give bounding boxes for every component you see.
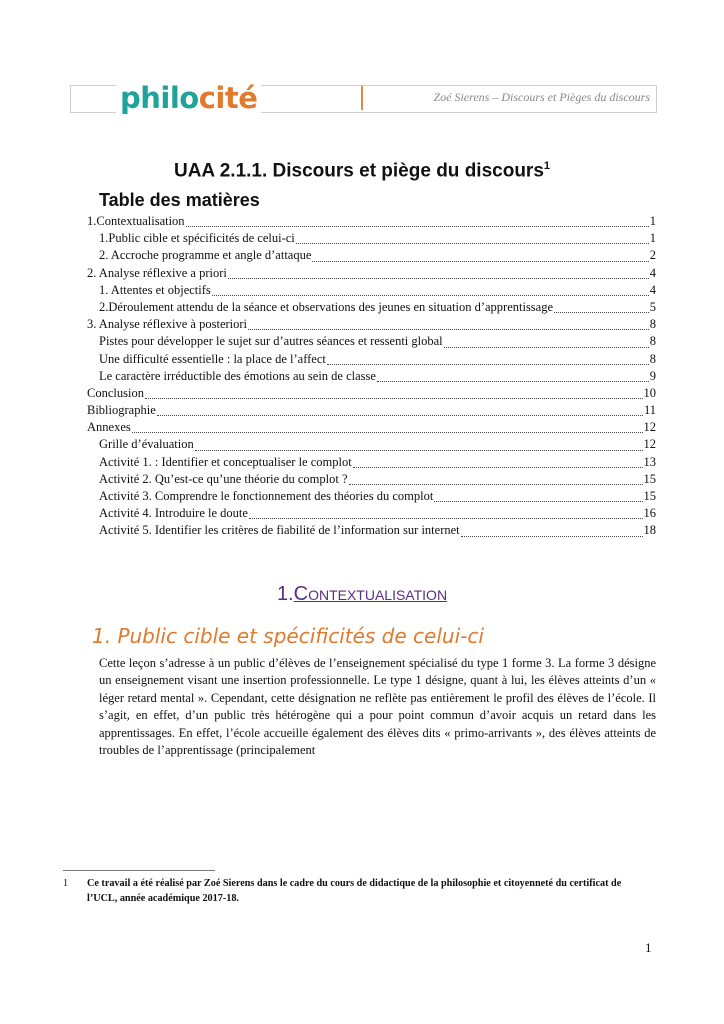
toc-entry-page: 18	[643, 523, 656, 538]
toc-entry[interactable]	[87, 385, 656, 403]
toc-entry[interactable]	[87, 420, 656, 437]
toc-entry[interactable]	[99, 523, 656, 540]
toc-entry-page: 12	[643, 437, 656, 452]
toc-entry-page: 1	[649, 214, 656, 228]
toc-entry-page: 5	[649, 299, 656, 314]
toc-leader-dots	[327, 364, 649, 365]
toc-entry-label: Activité 4. Introduire le doute	[99, 506, 248, 521]
toc-entry-label: Annexes	[87, 420, 131, 435]
toc-entry[interactable]	[99, 248, 656, 265]
footnote-rule	[63, 870, 215, 871]
toc-entry-page: 8	[649, 317, 656, 332]
toc-leader-dots	[349, 484, 643, 485]
toc-leader-dots	[228, 278, 649, 279]
toc-entry-page: 8	[649, 334, 656, 349]
table-of-contents	[87, 214, 656, 541]
toc-entry[interactable]	[99, 455, 656, 472]
toc-entry-label: 1. Attentes et objectifs	[99, 282, 211, 297]
toc-entry[interactable]	[99, 231, 656, 248]
toc-leader-dots	[434, 501, 642, 502]
toc-entry-page: 12	[643, 420, 656, 435]
toc-leader-dots	[212, 295, 649, 296]
footnote	[63, 876, 653, 906]
toc-entry[interactable]	[87, 265, 656, 283]
toc-entry-label: 2.Déroulement attendu de la séance et observations des jeunes en situation d’apprentissage	[99, 299, 554, 314]
toc-entry[interactable]	[99, 300, 656, 317]
toc-leader-dots	[195, 450, 643, 451]
body-paragraph: Cette leçon s’adresse à un public d’élèves de l’enseignement spécialisé du type 1 forme 3. La forme 3 désigne un enseignement visant une insertion professionnelle. Le type 1 désigne, quant à lui, les élèves atteints d’un « léger retard mental ». Cependant, cette désignation ne reflète pas entièrement le profil des élèves de l’école. Il s’agit, en effet, d’un public très hétérogène qui a pour point commun d’avoir acquis un retard dans les apprentissages. En effet, l’école accueille également des élèves dits « primo-arrivants », des élèves atteints de troubles de l’apprentissage (principalement	[99, 656, 656, 758]
toc-entry[interactable]	[99, 334, 656, 351]
toc-leader-dots	[186, 226, 649, 227]
toc-entry-label: Activité 3. Comprendre le fonctionnement des théories du complot	[99, 489, 434, 503]
toc-leader-dots	[296, 243, 649, 244]
toc-entry-label: Conclusion	[87, 385, 144, 400]
toc-leader-dots	[145, 398, 643, 399]
toc-entry-label: Activité 1. : Identifier et conceptualiser le complot	[99, 454, 352, 469]
toc-entry-page: 13	[643, 454, 656, 469]
toc-entry-page: 16	[643, 506, 656, 521]
subsection-heading: 1. Public cible et spécificités de celui-ci	[92, 624, 484, 648]
toc-leader-dots	[377, 381, 649, 382]
document-title	[0, 160, 724, 182]
toc-entry-label: 2. Accroche programme et angle d’attaque	[99, 248, 312, 263]
philocite-logo: philocité	[116, 80, 261, 116]
section-heading: 1.Contextualisation	[276, 583, 448, 605]
toc-entry[interactable]	[99, 489, 656, 506]
toc-leader-dots	[353, 467, 643, 468]
toc-entry-label: 1.Contextualisation	[87, 214, 185, 228]
toc-entry-page: 11	[643, 403, 656, 418]
toc-leader-dots	[554, 312, 649, 313]
toc-entry-page: 10	[643, 385, 656, 400]
toc-entry-label: Grille d’évaluation	[99, 437, 194, 452]
header-separator	[361, 86, 363, 110]
toc-leader-dots	[461, 536, 643, 537]
toc-entry-label: Pistes pour développer le sujet sur d’autres séances et ressenti global	[99, 334, 443, 349]
toc-entry-page: 1	[649, 231, 656, 246]
toc-entry-label: 3. Analyse réflexive à posteriori	[87, 317, 248, 332]
footnote-ref[interactable]: 1	[543, 160, 551, 172]
toc-entry[interactable]	[99, 352, 656, 369]
toc-entry-page: 9	[649, 368, 656, 383]
toc-leader-dots	[249, 518, 643, 519]
toc-entry[interactable]	[87, 214, 656, 231]
toc-entry-label: Le caractère irréductible des émotions au sein de classe	[99, 368, 376, 383]
toc-entry-page: 4	[649, 282, 656, 297]
toc-entry-label: Bibliographie	[87, 403, 156, 418]
footnote-number: 1	[63, 878, 69, 889]
page-number: 1	[645, 940, 652, 955]
toc-entry-label: Une difficulté essentielle : la place de l’affect	[99, 351, 326, 366]
toc-entry-label: Activité 5. Identifier les critères de fiabilité de l’information sur internet	[99, 523, 460, 538]
toc-entry[interactable]	[99, 437, 656, 454]
toc-entry-page: 4	[649, 265, 656, 280]
toc-entry-label: Activité 2. Qu’est-ce qu’une théorie du complot ?	[99, 471, 348, 486]
toc-leader-dots	[444, 347, 649, 348]
toc-entry-page: 8	[649, 351, 656, 366]
toc-entry[interactable]	[99, 506, 656, 523]
document-title-text: UAA 2.1.1. Discours et piège du discours	[173, 160, 544, 182]
toc-leader-dots	[157, 415, 643, 416]
running-title: Zoé Sierens – Discours et Pièges du discours	[433, 90, 650, 104]
toc-entry-label: 1.Public cible et spécificités de celui-ci	[99, 231, 295, 246]
toc-leader-dots	[248, 329, 649, 330]
toc-entry-page: 15	[643, 489, 656, 503]
toc-entry[interactable]	[87, 317, 656, 334]
toc-entry[interactable]	[99, 283, 656, 300]
toc-entry-label: 2. Analyse réflexive a priori	[87, 265, 227, 280]
toc-entry-page: 15	[643, 471, 656, 486]
toc-entry[interactable]	[99, 472, 656, 489]
toc-leader-dots	[312, 261, 648, 262]
toc-entry[interactable]	[99, 369, 656, 386]
toc-heading: Table des matières	[99, 190, 260, 210]
footnote-text: Ce travail a été réalisé par Zoé Sierens dans le cadre du cours de didactique de la philosophie et citoyenneté du certificat de l’UCL, année académique 2017-18.	[87, 878, 622, 904]
toc-leader-dots	[132, 432, 643, 433]
toc-entry-page: 2	[649, 248, 656, 263]
toc-entry[interactable]	[87, 403, 656, 420]
